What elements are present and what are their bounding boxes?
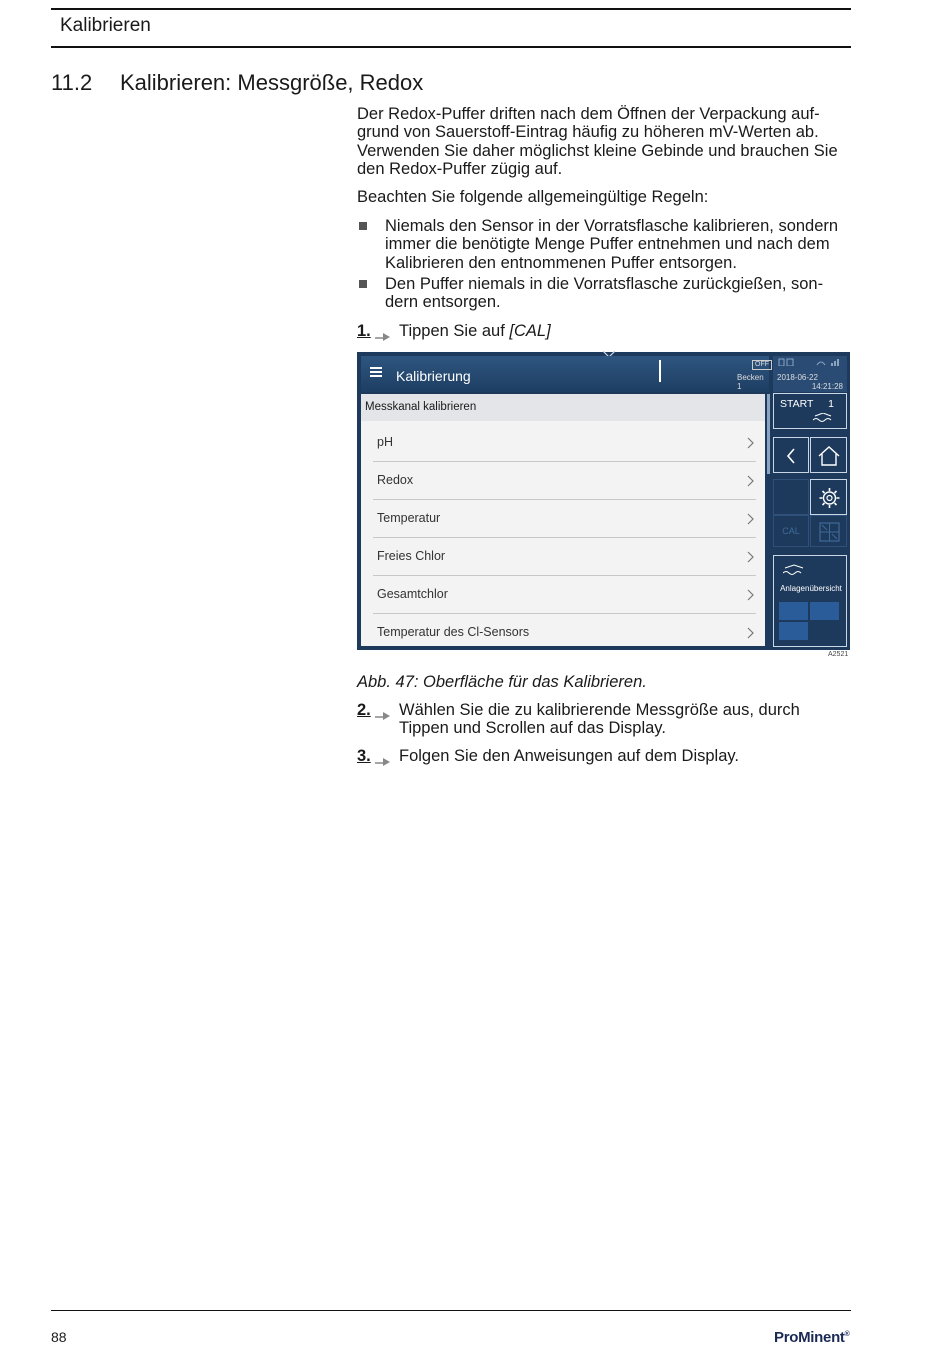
step-text: Tippen Sie auf [399, 322, 510, 340]
cal-reference: [CAL] [509, 322, 551, 340]
home-button[interactable] [810, 437, 847, 473]
paragraph-redox-drift: Der Redox-Puffer driften nach dem Öffnen der Verpackung auf-grund von Sauerstoff-Eintrag häufig zu höheren mV-Werten ab. Verwenden Sie daher möglichst kleine Gebinde und brauchen Sie den Redox-Puffer zügig auf. [357, 105, 838, 178]
hamburger-menu-icon[interactable] [370, 367, 382, 377]
step-arrow-icon [375, 756, 391, 766]
brand-name: ProMinent [774, 1329, 845, 1346]
basin-label: Becken 1 [737, 373, 764, 391]
device-screenshot [357, 352, 850, 650]
brand-mark: ® [844, 1331, 850, 1338]
gear-icon [811, 480, 848, 516]
start-count: 1 [828, 398, 834, 410]
grid-button[interactable] [810, 515, 847, 547]
channel-list [373, 424, 756, 651]
cal-button[interactable]: CAL [773, 515, 809, 547]
step-text: Folgen Sie den Anweisungen auf dem Display. [399, 747, 739, 765]
chevron-right-icon [747, 437, 754, 449]
list-item [357, 275, 852, 312]
device-time: 14:21:28 [811, 382, 843, 391]
paragraph-rules-intro: Beachten Sie folgende allgemeingültige Regeln: [357, 188, 709, 206]
list-item-label: Temperatur [377, 511, 441, 525]
device-title: Kalibrierung [396, 368, 471, 384]
list-item-label: Gesamtchlor [377, 587, 448, 601]
list-item-temperatur-cl-sensor[interactable] [373, 614, 756, 651]
device-titlebar [361, 356, 769, 392]
section-title: Kalibrieren: Messgröße, Redox [120, 70, 424, 95]
step-3 [357, 747, 852, 765]
status-box [773, 356, 847, 392]
status-icons [777, 358, 843, 366]
chevron-right-icon [747, 513, 754, 525]
list-item-text: Niemals den Sensor in der Vorratsflasche kalibrieren, sondern immer die benötigte Menge Puffer entnehmen und nach dem Kalibrieren den entnommenen Puffer entsorgen. [385, 217, 839, 272]
chevron-left-icon [774, 438, 810, 474]
chevron-right-icon [747, 589, 754, 601]
list-item-gesamtchlor[interactable] [373, 576, 756, 614]
step-arrow-icon [375, 710, 391, 720]
list-item-label: pH [377, 435, 393, 449]
page-number: 88 [51, 1329, 67, 1345]
list-item-temperatur[interactable] [373, 500, 756, 538]
device-date: 2018-06-22 [777, 373, 818, 382]
calibration-panel [361, 394, 765, 646]
overview-tile [810, 602, 839, 620]
pool-overview-icon [783, 564, 805, 576]
empty-button [773, 479, 809, 515]
panel-scrollbar[interactable] [767, 394, 770, 474]
start-label: START [780, 398, 814, 410]
pool-icon [813, 413, 833, 423]
panel-header: Messkanal kalibrieren [361, 394, 765, 421]
bullet-square-icon [359, 222, 367, 230]
step-text: Wählen Sie die zu kalibrierende Messgröße aus, durch Tippen und Scrollen auf das Display. [399, 701, 800, 738]
overview-label: Anlagenübersicht [780, 584, 842, 593]
list-item [357, 217, 852, 272]
step-number: 2. [357, 701, 371, 719]
figure-id: A2521 [828, 651, 849, 658]
section-heading [51, 70, 423, 96]
step-2 [357, 701, 852, 738]
list-item-label: Temperatur des Cl-Sensors [377, 625, 530, 639]
chevron-right-icon [747, 627, 754, 639]
overview-tile [779, 602, 808, 620]
off-badge: OFF [752, 360, 772, 370]
step-1 [357, 322, 852, 340]
overview-button[interactable] [773, 555, 847, 647]
list-item-text: Den Puffer niemals in die Vorratsflasche zurückgießen, son-dern entsorgen. [385, 274, 824, 312]
header-bottom-rule [51, 46, 851, 48]
list-item-redox[interactable] [373, 462, 756, 500]
titlebar-divider [659, 360, 661, 382]
rules-list [357, 217, 852, 314]
step-arrow-icon [375, 331, 391, 341]
header-top-rule [51, 8, 851, 10]
list-item-ph[interactable] [373, 424, 756, 462]
list-item-freies-chlor[interactable] [373, 538, 756, 576]
list-item-label: Redox [377, 473, 414, 487]
chevron-right-icon [747, 475, 754, 487]
bullet-square-icon [359, 280, 367, 288]
step-number: 3. [357, 747, 371, 765]
figure-caption: Abb. 47: Oberfläche für das Kalibrieren. [357, 673, 647, 691]
grid-icon [811, 516, 848, 548]
list-item-label: Freies Chlor [377, 549, 446, 563]
start-button[interactable] [773, 393, 847, 429]
settings-button[interactable] [810, 479, 847, 515]
home-icon [811, 438, 848, 474]
header-title: Kalibrieren [60, 15, 151, 36]
brand-logo [774, 1329, 850, 1346]
chevron-right-icon [747, 551, 754, 563]
section-number: 11.2 [51, 70, 93, 95]
overview-tile [779, 622, 808, 640]
step-number: 1. [357, 322, 371, 340]
back-button[interactable] [773, 437, 809, 473]
footer-rule [51, 1310, 851, 1311]
